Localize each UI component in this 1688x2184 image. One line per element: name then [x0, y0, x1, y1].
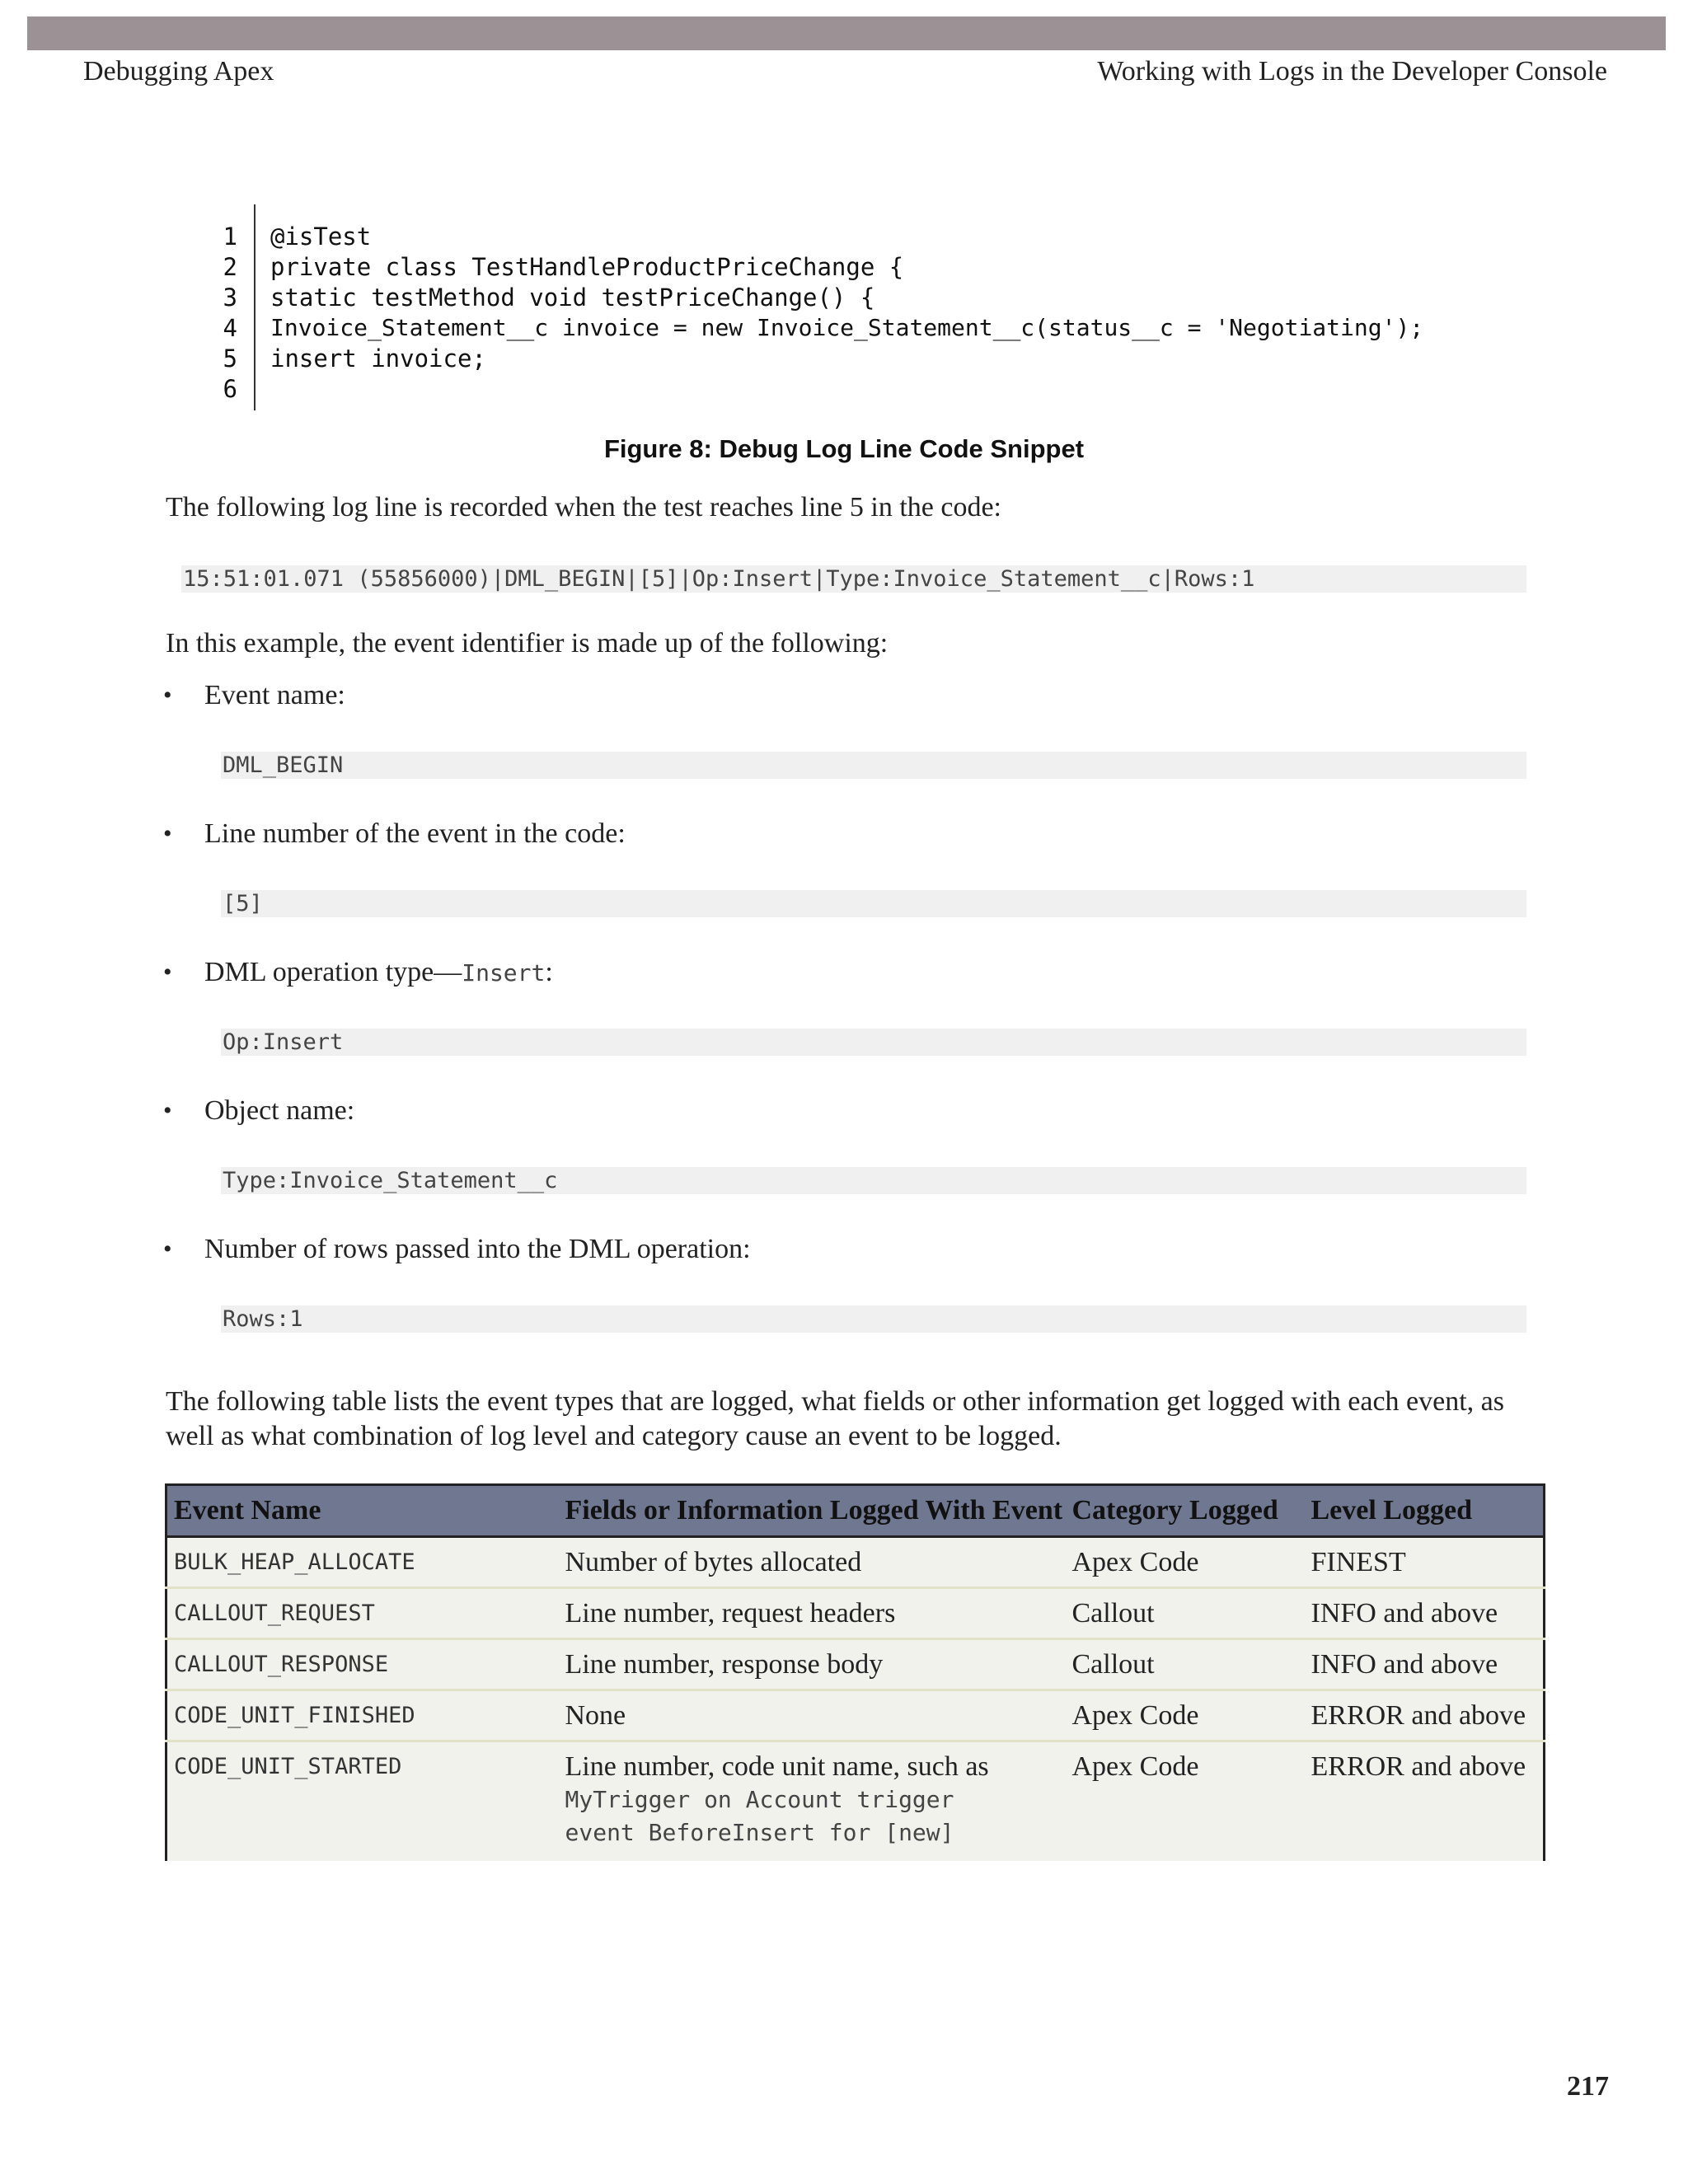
log-line-code: 15:51:01.071 (55856000)|DML_BEGIN|[5]|Op:Insert|Type:Invoice_Statement__c|Rows:1: [181, 565, 1526, 593]
bullet-code-object-name: Type:Invoice_Statement__c: [221, 1167, 1526, 1194]
table-row: [166, 1690, 1545, 1741]
cell-event-name: CODE_UNIT_FINISHED: [166, 1690, 559, 1741]
cell-event-name: BULK_HEAP_ALLOCATE: [166, 1537, 559, 1588]
bullet-dml-operation: [204, 956, 553, 990]
bullet-marker: •: [163, 1235, 172, 1263]
cell-event-name: CALLOUT_REQUEST: [166, 1588, 559, 1639]
code-line-number: 5: [223, 344, 237, 373]
cell-fields: [559, 1741, 1066, 1862]
bullet-marker: •: [163, 820, 172, 847]
column-header-fields: Fields or Information Logged With Event: [559, 1485, 1066, 1537]
column-header-category: Category Logged: [1066, 1485, 1305, 1537]
running-head-left: Debugging Apex: [83, 56, 274, 87]
bullet-line-number: Line number of the event in the code:: [204, 818, 626, 849]
figure-caption: Figure 8: Debug Log Line Code Snippet: [603, 434, 1085, 463]
bullet-event-name: Event name:: [204, 680, 345, 710]
code-line-text: static testMethod void testPriceChange() {: [270, 284, 875, 312]
table-row: [166, 1741, 1545, 1862]
code-line-text: Invoice_Statement__c invoice = new Invoice_Statement__c(status__c = 'Negotiating');: [270, 314, 1424, 341]
cell-event-name: CODE_UNIT_STARTED: [166, 1741, 559, 1862]
table-row: [166, 1537, 1545, 1588]
cell-level: INFO and above: [1305, 1588, 1545, 1639]
table-row: [166, 1588, 1545, 1639]
cell-level: INFO and above: [1305, 1639, 1545, 1690]
bullet-row-count: Number of rows passed into the DML operation:: [204, 1234, 751, 1264]
column-header-level: Level Logged: [1305, 1485, 1545, 1537]
intro-paragraph: The following log line is recorded when the test reaches line 5 in the code:: [166, 492, 1002, 523]
cell-fields-code-line: MyTrigger on Account trigger: [565, 1786, 954, 1813]
cell-level: FINEST: [1305, 1537, 1545, 1588]
column-header-event-name: Event Name: [166, 1485, 559, 1537]
page-number: 217: [1567, 2071, 1609, 2102]
cell-level: ERROR and above: [1305, 1690, 1545, 1741]
bullet-code-operation: Op:Insert: [221, 1029, 1526, 1056]
code-line-text: insert invoice;: [270, 344, 486, 373]
cell-fields: Number of bytes allocated: [559, 1537, 1066, 1588]
cell-fields-code-line: event BeforeInsert for [new]: [565, 1819, 954, 1846]
code-line-number: 2: [223, 253, 237, 281]
code-line-number: 1: [223, 223, 237, 251]
bullet-dml-inline-code: Insert: [462, 959, 546, 987]
cell-category: Apex Code: [1066, 1537, 1305, 1588]
cell-category: Apex Code: [1066, 1741, 1305, 1862]
example-intro-paragraph: In this example, the event identifier is made up of the following:: [166, 628, 889, 658]
code-snippet-figure: [204, 204, 1523, 410]
bullet-dml-suffix: :: [545, 957, 553, 987]
code-line-number: 4: [223, 314, 237, 342]
code-line-number: 3: [223, 284, 237, 312]
event-types-table: [165, 1483, 1545, 1861]
cell-category: Callout: [1066, 1639, 1305, 1690]
code-line-text: @isTest: [270, 223, 372, 251]
bullet-dml-label: DML operation type—: [204, 957, 462, 987]
bullet-object-name: Object name:: [204, 1095, 355, 1126]
running-head-right: Working with Logs in the Developer Console: [1097, 56, 1607, 87]
bullet-marker: •: [163, 682, 172, 709]
bullet-code-line-number: [5]: [221, 890, 1526, 917]
code-line-text: private class TestHandleProductPriceChange {: [270, 253, 904, 281]
cell-fields: None: [559, 1690, 1066, 1741]
code-line-number: 6: [223, 375, 237, 403]
table-header-row: [166, 1485, 1545, 1537]
table-intro-paragraph: The following table lists the event types that are logged, what fields or other information get logged with each event, as well as what combination of log level and category cause an event to be logged.: [166, 1386, 1504, 1451]
cell-event-name: CALLOUT_RESPONSE: [166, 1639, 559, 1690]
bullet-code-rows: Rows:1: [221, 1305, 1526, 1333]
table-row: [166, 1639, 1545, 1690]
bullet-code-event-name: DML_BEGIN: [221, 752, 1526, 779]
cell-category: Apex Code: [1066, 1690, 1305, 1741]
cell-fields: Line number, response body: [559, 1639, 1066, 1690]
cell-fields-text: Line number, code unit name, such as: [565, 1751, 989, 1782]
cell-level: ERROR and above: [1305, 1741, 1545, 1862]
cell-fields: Line number, request headers: [559, 1588, 1066, 1639]
cell-category: Callout: [1066, 1588, 1305, 1639]
bullet-marker: •: [163, 1097, 172, 1124]
header-bar: [27, 16, 1666, 50]
bullet-marker: •: [163, 958, 172, 986]
